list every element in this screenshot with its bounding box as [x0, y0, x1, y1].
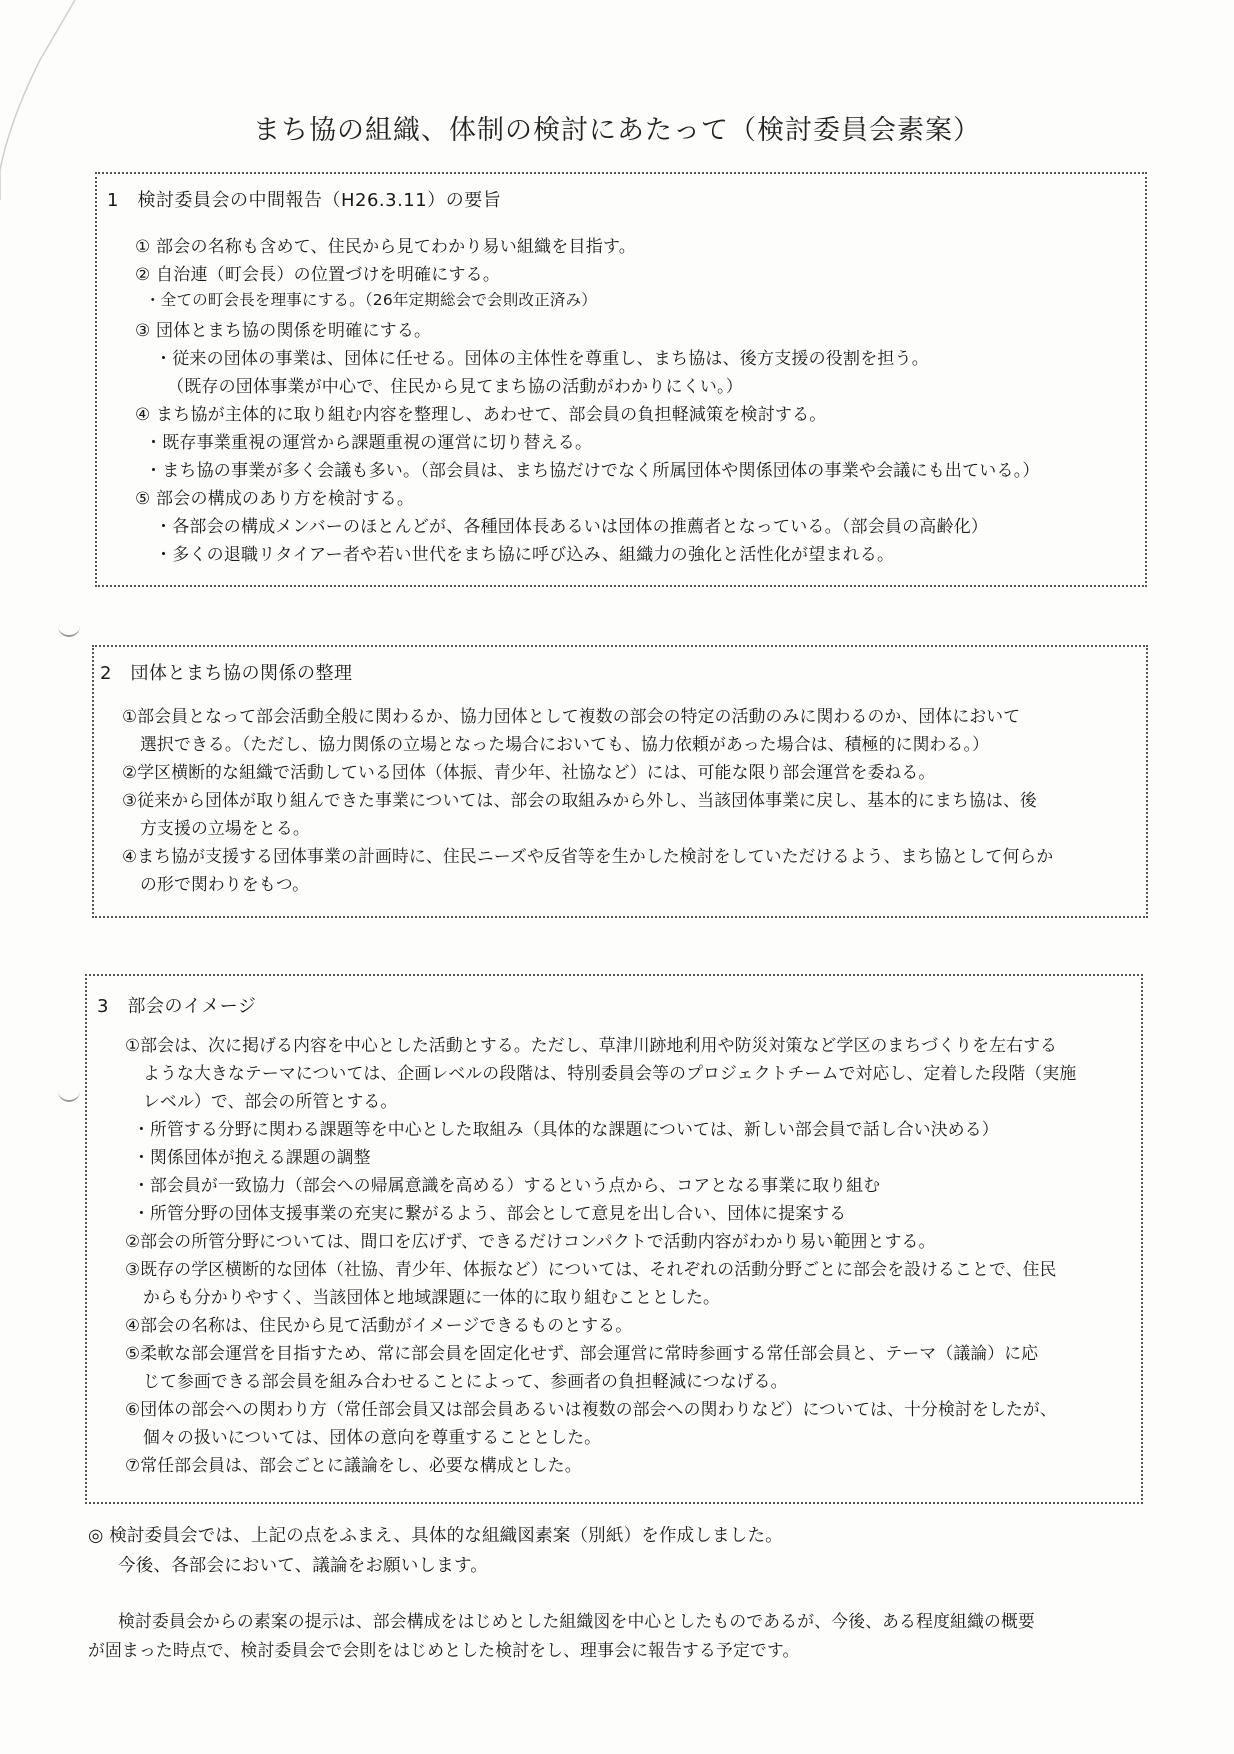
section-3-box [85, 974, 1143, 1504]
section-3-line: じて参画できる部会員を組み合わせることによって、参画者の負担軽減につなげる。 [143, 1371, 788, 1391]
section-1-line: ③ 団体とまち協の関係を明確にする。 [135, 321, 432, 341]
section-2-line: ④まち協が支援する団体事業の計画時に、住民ニーズや反省等を生かした検討をしていただけるよう、まち協として何らか [122, 846, 1054, 866]
section-1-line: ・従来の団体の事業は、団体に任せる。団体の主体性を尊重し、まち協は、後方支援の役割を担う。 [155, 349, 929, 369]
section-3-line: ②部会の所管分野については、間口を広げず、できるだけコンパクトで活動内容がわかり易い範囲とする。 [125, 1231, 936, 1251]
section-1-line: ④ まち協が主体的に取り組む内容を整理し、あわせて、部会員の負担軽減策を検討する。 [135, 405, 827, 425]
section-3-line: 個々の扱いについては、団体の意向を尊重することとした。 [143, 1427, 602, 1447]
section-3-line: ⑥団体の部会への関わり方（常任部会員又は部会員あるいは複数の部会への関わりなど）については、十分検討をしたが、 [125, 1399, 1057, 1419]
section-3-line: ③既存の学区横断的な団体（社協、青少年、体振など）については、それぞれの活動分野ごとに部会を設けることで、住民 [125, 1259, 1057, 1279]
section-3-line: ④部会の名称は、住民から見て活動がイメージできるものとする。 [125, 1315, 633, 1335]
section-1-line: ・各部会の構成メンバーのほとんどが、各種団体長あるいは団体の推薦者となっている。（部会員の高齢化） [155, 517, 989, 537]
section-3-line: レベル）で、部会の所管とする。 [143, 1091, 398, 1111]
section-1-line: ・まち協の事業が多く会議も多い。（部会員は、まち協だけでなく所属団体や関係団体の事業や会議にも出ている。） [145, 461, 1040, 481]
section-2-line: 選択できる。（ただし、協力関係の立場となった場合においても、協力依頼があった場合は、積極的に関わる。） [140, 734, 990, 754]
section-2-line: ①部会員となって部会活動全般に関わるか、協力団体として複数の部会の特定の活動のみに関わるのか、団体において [122, 706, 1021, 726]
section-2-line: の形で関わりをもつ。 [140, 874, 310, 894]
section-2-heading: 2 団体とまち協の関係の整理 [100, 663, 353, 684]
footer-line: ◎ 検討委員会では、上記の点をふまえ、具体的な組織図素案（別紙）を作成しました。 [88, 1526, 783, 1546]
section-3-line: ・部会員が一致協力（部会への帰属意識を高める）するという点から、コアとなる事業に取り組む [133, 1175, 881, 1195]
section-3-line: ①部会は、次に掲げる内容を中心とした活動とする。ただし、草津川跡地利用や防災対策など学区のまちづくりを左右する [125, 1035, 1058, 1055]
section-3-line: からも分かりやすく、当該団体と地域課題に一体的に取り組むこととした。 [143, 1287, 721, 1307]
section-2-line: 方支援の立場をとる。 [140, 818, 310, 838]
footer-line: が固まった時点で、検討委員会で会則をはじめとした検討をし、理事会に報告する予定です。 [88, 1640, 800, 1660]
section-2-line: ②学区横断的な組織で活動している団体（体振、青少年、社協など）には、可能な限り部会運営を委ねる。 [122, 762, 936, 782]
section-1-line: ① 部会の名称も含めて、住民から見てわかり易い組織を目指す。 [135, 237, 636, 257]
section-1-line: ・全ての町会長を理事にする。（26年定期総会で会則改正済み） [145, 291, 597, 309]
footer-line: 検討委員会からの素案の提示は、部会構成をはじめとした組織図を中心としたものであるが、今後、ある程度組織の概要 [118, 1611, 1035, 1631]
section-3-line: ⑤柔軟な部会運営を目指すため、常に部会員を固定化せず、部会運営に常時参画する常任部会員と、テーマ（議論）に応 [125, 1343, 1039, 1363]
section-1-box [95, 172, 1147, 587]
section-3-line: ⑦常任部会員は、部会ごとに議論をし、必要な構成とした。 [125, 1455, 582, 1475]
section-1-line: ② 自治連（町会長）の位置づけを明確にする。 [135, 265, 501, 285]
punch-hole-mark [58, 625, 80, 637]
section-3-line: ような大きなテーマについては、企画レベルの段階は、特別委員会等のプロジェクトチームで対応し、定着した段階（実施 [143, 1063, 1077, 1083]
section-1-heading: 1 検討委員会の中間報告（H26.3.11）の要旨 [107, 190, 502, 211]
section-1-line: ⑤ 部会の構成のあり方を検討する。 [135, 489, 415, 509]
section-3-heading: 3 部会のイメージ [97, 996, 257, 1017]
punch-hole-mark [58, 1090, 80, 1102]
section-1-line: （既存の団体事業が中心で、住民から見てまち協の活動がわかりにくい。） [167, 377, 743, 397]
section-2-line: ③従来から団体が取り組んできた事業については、部会の取組みから外し、当該団体事業に戻し、基本的にまち協は、後 [122, 790, 1037, 810]
section-3-line: ・所管分野の団体支援事業の充実に繋がるよう、部会として意見を出し合い、団体に提案する [133, 1203, 847, 1223]
section-1-line: ・既存事業重視の運営から課題重視の運営に切り替える。 [145, 433, 593, 453]
section-3-line: ・所管する分野に関わる課題等を中心とした取組み（具体的な課題については、新しい部会員で話し合い決める） [133, 1119, 999, 1139]
document-title: まち協の組織、体制の検討にあたって（検討委員会素案） [253, 115, 981, 146]
section-2-box [92, 645, 1148, 918]
section-3-line: ・関係団体が抱える課題の調整 [133, 1147, 371, 1167]
folded-corner-mark [0, 0, 120, 200]
section-1-line: ・多くの退職リタイアー者や若い世代をまち協に呼び込み、組織力の強化と活性化が望まれる。 [155, 545, 895, 565]
footer-line: 今後、各部会において、議論をお願いします。 [118, 1556, 488, 1576]
